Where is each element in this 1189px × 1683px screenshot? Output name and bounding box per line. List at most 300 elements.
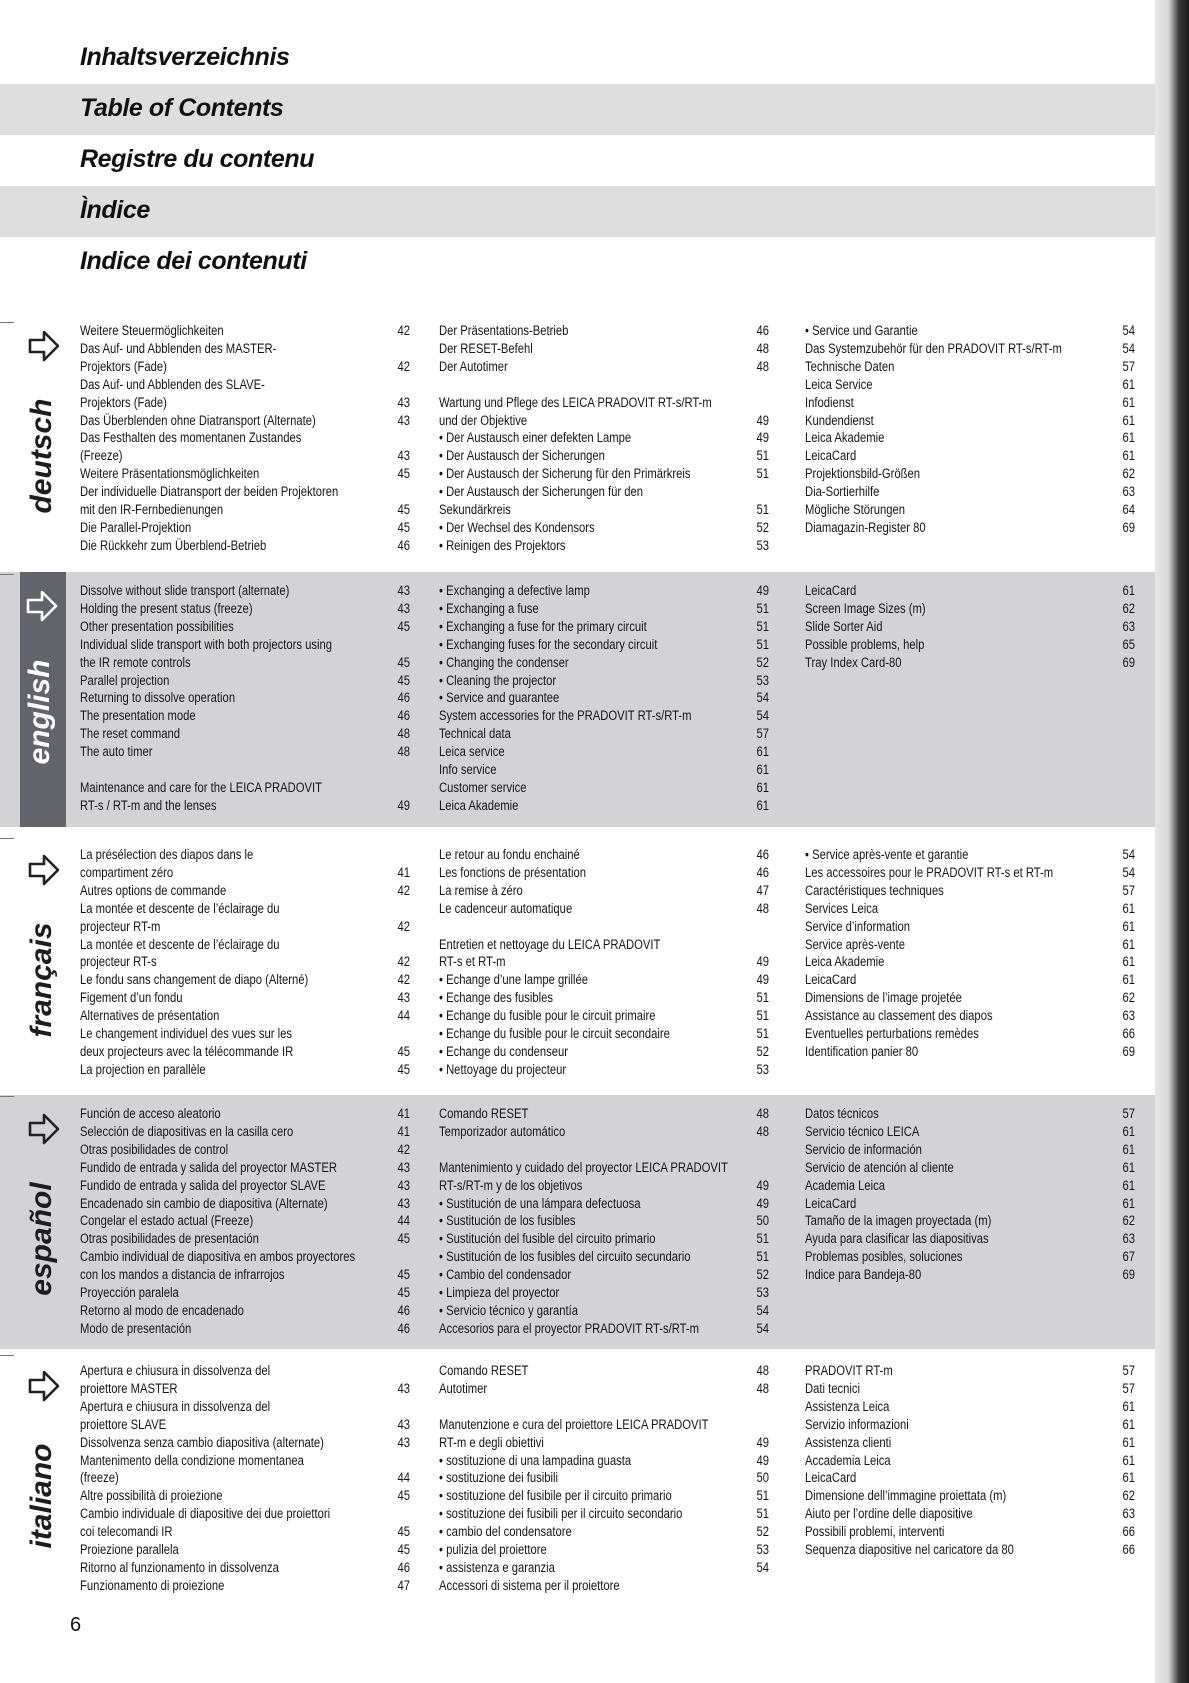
toc-entry — [439, 1452, 769, 1470]
toc-entry-page: 48 — [756, 1363, 769, 1378]
toc-entry-page: 51 — [756, 466, 769, 482]
toc-entry — [80, 1061, 410, 1079]
toc-entry-page: 54 — [1122, 340, 1135, 356]
toc-entry-page: 45 — [397, 1285, 410, 1301]
toc-entry — [439, 1284, 769, 1302]
language-label-italiano: italiano — [25, 1443, 58, 1549]
toc-entry-title: The reset command — [80, 726, 181, 742]
toc-entry-page: 45 — [397, 1267, 410, 1283]
toc-entry-page: 50 — [756, 1470, 769, 1486]
toc-entry — [805, 1159, 1135, 1177]
toc-entry-title: Accademia Leica — [805, 1452, 891, 1468]
toc-entry-title: Infodienst — [805, 394, 854, 410]
toc-entry-page: 51 — [756, 502, 769, 518]
toc-entry-title: Dissolvenza senza cambio diapositiva (alternate) — [80, 1434, 324, 1450]
toc-entry — [805, 1123, 1135, 1141]
toc-entry — [80, 797, 410, 815]
toc-entry-page: 66 — [1122, 1524, 1135, 1540]
toc-entry-title: Proiezione parallela — [80, 1542, 179, 1558]
toc-entry-title: Kundendienst — [805, 412, 874, 428]
toc-entry-title: Cambio individual de diapositiva en ambos proyectores — [80, 1249, 356, 1265]
toc-entry-title: proiettore SLAVE — [80, 1416, 167, 1432]
toc-entry-title: Leica Akademie — [439, 797, 519, 813]
toc-entry-page: 43 — [397, 1434, 410, 1450]
toc-entry — [80, 636, 410, 654]
toc-entry — [439, 864, 769, 882]
toc-entry — [439, 1416, 769, 1434]
toc-entry-page: 53 — [756, 672, 769, 688]
toc-entry — [80, 1141, 410, 1159]
toc-column-1 — [80, 322, 410, 555]
toc-entry-title: • Exchanging a fuse — [439, 600, 539, 616]
toc-entry-page: 46 — [397, 690, 410, 706]
toc-entry-page: 54 — [756, 708, 769, 724]
toc-entry-page: 53 — [756, 1061, 769, 1077]
toc-entry — [80, 1469, 410, 1487]
toc-entry — [439, 429, 769, 447]
section-italiano — [0, 1352, 1155, 1606]
toc-entry — [80, 725, 410, 743]
toc-entry — [805, 412, 1135, 430]
toc-entry-page: 61 — [1122, 1195, 1135, 1211]
toc-entry — [805, 1487, 1135, 1505]
toc-entry — [80, 743, 410, 761]
spacer — [439, 376, 769, 394]
toc-entry — [805, 636, 1135, 654]
toc-entry-title: Figement d’un fondu — [80, 990, 183, 1006]
toc-entry — [80, 989, 410, 1007]
language-tab-francais — [22, 850, 70, 1070]
toc-entry — [439, 779, 769, 797]
toc-entry-title: Leica Akademie — [805, 430, 885, 446]
toc-entry — [80, 1577, 410, 1595]
toc-entry — [439, 989, 769, 1007]
toc-entry — [805, 1469, 1135, 1487]
toc-entry-page: 54 — [756, 1302, 769, 1318]
toc-entry-page: 48 — [756, 900, 769, 916]
toc-entry — [805, 429, 1135, 447]
toc-entry-page: 61 — [756, 797, 769, 813]
toc-entry-page — [381, 1248, 410, 1266]
toc-entry-title: • Servicio técnico y garantía — [439, 1302, 578, 1318]
toc-entry-page: 41 — [397, 864, 410, 880]
toc-entry-page: 54 — [1122, 323, 1135, 338]
toc-entry-page: 51 — [756, 600, 769, 616]
toc-entry-title: PRADOVIT RT-m — [805, 1363, 893, 1378]
toc-entry — [80, 953, 410, 971]
toc-entry-title: The presentation mode — [80, 708, 196, 724]
toc-entry — [80, 1212, 410, 1230]
title-french: Registre du contenu — [80, 145, 315, 173]
toc-entry — [80, 1043, 410, 1061]
toc-entry-page: 42 — [397, 882, 410, 898]
toc-entry-title: • sostituzione dei fusibili per il circuito secondario — [439, 1506, 683, 1522]
toc-entry-title: • cambio del condensatore — [439, 1524, 572, 1540]
toc-entry — [805, 846, 1135, 864]
spacer — [439, 1398, 769, 1416]
toc-entry-title: Fundido de entrada y salida del proyector SLAVE — [80, 1177, 326, 1193]
margin-tick — [0, 838, 14, 839]
title-spanish: Ìndice — [80, 196, 150, 224]
toc-entry-title: • Echange des fusibles — [439, 990, 554, 1006]
toc-entry-page: 49 — [756, 972, 769, 988]
toc-entry — [439, 1159, 769, 1177]
toc-entry — [805, 971, 1135, 989]
toc-entry — [80, 1123, 410, 1141]
toc-entry-title: Assistenza clienti — [805, 1434, 892, 1450]
toc-entry-page — [740, 1416, 769, 1434]
toc-entry-page: 52 — [756, 1267, 769, 1283]
toc-entry — [80, 501, 410, 519]
toc-entry — [805, 358, 1135, 376]
toc-entry-title: Apertura e chiusura in dissolvenza del — [80, 1363, 271, 1378]
language-label-english: english — [23, 659, 56, 765]
section-english — [0, 572, 1155, 827]
toc-entry-title: LeicaCard — [805, 972, 857, 988]
toc-entry-title: Customer service — [439, 779, 527, 795]
language-tab-deutsch — [22, 326, 70, 546]
toc-entry — [80, 1434, 410, 1452]
toc-entry-title: Service après-vente — [805, 936, 906, 952]
toc-entry-title: Accesorios para el proyector PRADOVIT RT-s/RT-m — [439, 1320, 700, 1336]
toc-entry — [439, 1105, 769, 1123]
toc-entry-title: Otras posibilidades de control — [80, 1141, 229, 1157]
toc-entry — [439, 618, 769, 636]
toc-entry-title: • Echange d’une lampe grillée — [439, 972, 589, 988]
toc-entry-page: 45 — [397, 1488, 410, 1504]
toc-entry — [805, 900, 1135, 918]
toc-entry — [439, 1541, 769, 1559]
toc-entry-page: 48 — [756, 1106, 769, 1121]
toc-entry — [805, 1043, 1135, 1061]
toc-entry-page — [381, 376, 410, 394]
toc-entry-page: 61 — [1122, 918, 1135, 934]
toc-entry — [805, 376, 1135, 394]
toc-entry-page: 44 — [397, 1470, 410, 1486]
toc-entry-page — [381, 1025, 410, 1043]
toc-entry-title: Retorno al modo de encadenado — [80, 1302, 244, 1318]
toc-entry-page: 51 — [756, 448, 769, 464]
toc-entry-title: (Freeze) — [80, 448, 123, 464]
title-band-italian — [0, 237, 1155, 288]
toc-entry — [805, 394, 1135, 412]
toc-entry-title: Le fondu sans changement de diapo (Alterné) — [80, 972, 309, 988]
arrow-right-icon — [24, 850, 64, 890]
toc-entry-title: Identification panier 80 — [805, 1043, 919, 1059]
toc-entry-page: 48 — [756, 358, 769, 374]
toc-entry — [80, 537, 410, 555]
toc-entry — [80, 1248, 410, 1266]
toc-entry-page: 61 — [1122, 1416, 1135, 1432]
toc-entry-page: 51 — [756, 1488, 769, 1504]
toc-entry — [439, 1123, 769, 1141]
toc-entry-title: Weitere Steuermöglichkeiten — [80, 323, 224, 338]
toc-column-2 — [439, 582, 769, 815]
toc-entry-title: Comando RESET — [439, 1363, 529, 1378]
toc-entry-page: 45 — [397, 1524, 410, 1540]
toc-entry-title: Servicio de información — [805, 1141, 922, 1157]
toc-entry-page: 57 — [1122, 1363, 1135, 1378]
toc-entry — [80, 707, 410, 725]
toc-column-3 — [805, 1105, 1135, 1284]
toc-entry — [805, 864, 1135, 882]
toc-entry — [439, 743, 769, 761]
toc-entry-page: 50 — [756, 1213, 769, 1229]
toc-entry — [439, 1320, 769, 1338]
toc-entry-page: 57 — [1122, 882, 1135, 898]
toc-entry — [80, 1007, 410, 1025]
toc-entry — [805, 1398, 1135, 1416]
toc-entry-title: Mögliche Störungen — [805, 502, 906, 518]
toc-entry-page: 61 — [1122, 1434, 1135, 1450]
toc-entry — [439, 1559, 769, 1577]
toc-entry-page — [740, 936, 769, 954]
toc-entry — [439, 900, 769, 918]
toc-entry — [80, 394, 410, 412]
toc-entry — [439, 725, 769, 743]
toc-entry-page: 47 — [756, 882, 769, 898]
arrow-right-icon — [22, 586, 62, 626]
toc-entry — [805, 936, 1135, 954]
toc-entry — [439, 1061, 769, 1079]
toc-entry-title: mit den IR-Fernbedienungen — [80, 502, 224, 518]
toc-entry-title: RT-s et RT-m — [439, 954, 506, 970]
toc-entry — [805, 1266, 1135, 1284]
toc-entry-page: 65 — [1122, 636, 1135, 652]
toc-entry — [439, 322, 769, 340]
toc-entry-title: • Changing the condenser — [439, 654, 569, 670]
toc-entry — [80, 918, 410, 936]
toc-entry-page: 43 — [397, 990, 410, 1006]
toc-entry-page: 64 — [1122, 502, 1135, 518]
toc-entry-page — [381, 483, 410, 501]
toc-entry-title: Modo de presentación — [80, 1320, 192, 1336]
toc-column-2 — [439, 1105, 769, 1338]
toc-entry-title: Encadenado sin cambio de diapositiva (Alternate) — [80, 1195, 328, 1211]
toc-entry-title: Funzionamento di proiezione — [80, 1577, 225, 1593]
toc-entry — [80, 1230, 410, 1248]
toc-entry — [80, 483, 410, 501]
toc-entry — [805, 1025, 1135, 1043]
toc-entry-page: 46 — [397, 708, 410, 724]
toc-entry-title: Le cadenceur automatique — [439, 900, 573, 916]
toc-entry — [439, 672, 769, 690]
toc-entry — [80, 971, 410, 989]
toc-entry-page: 43 — [397, 1159, 410, 1175]
toc-entry-title: Wartung und Pflege des LEICA PRADOVIT RT-s/RT-m — [439, 394, 712, 410]
toc-entry-page: 52 — [756, 654, 769, 670]
section-espanol — [0, 1095, 1155, 1349]
toc-entry-page: 62 — [1122, 1213, 1135, 1229]
toc-entry — [439, 1007, 769, 1025]
toc-entry-title: Projektionsbild-Größen — [805, 466, 921, 482]
toc-entry-page: 49 — [756, 430, 769, 446]
toc-entry-title: LeicaCard — [805, 1470, 857, 1486]
toc-entry-title: Problemas posibles, soluciones — [805, 1249, 963, 1265]
toc-entry-page: 67 — [1122, 1249, 1135, 1265]
toc-column-1 — [80, 846, 410, 1079]
toc-entry — [80, 465, 410, 483]
toc-entry — [805, 1007, 1135, 1025]
toc-entry-title: Autotimer — [439, 1380, 488, 1396]
title-italian: Indice dei contenuti — [80, 247, 307, 275]
toc-entry-title: • Echange du fusible pour le circuit secondaire — [439, 1026, 670, 1042]
toc-entry-page — [381, 936, 410, 954]
language-tab-italiano — [22, 1366, 70, 1586]
toc-entry — [80, 864, 410, 882]
toc-entry — [805, 1523, 1135, 1541]
toc-column-1 — [80, 582, 410, 815]
toc-entry-title: LeicaCard — [805, 1195, 857, 1211]
toc-entry-title: LeicaCard — [805, 448, 857, 464]
toc-entry-title: Altre possibilità di proiezione — [80, 1488, 223, 1504]
toc-entry — [439, 882, 769, 900]
toc-entry-title: Academia Leica — [805, 1177, 886, 1193]
toc-entry-title: Eventuelles perturbations remèdes — [805, 1026, 979, 1042]
toc-entry-page: 47 — [397, 1577, 410, 1593]
toc-entry-title: Dimensione dell’immagine proiettata (m) — [805, 1488, 1007, 1504]
toc-entry-title: • Echange du fusible pour le circuit primaire — [439, 1008, 656, 1024]
toc-entry-title: und der Objektive — [439, 412, 528, 428]
toc-entry-title: Projektors (Fade) — [80, 394, 167, 410]
toc-entry-page: 42 — [397, 323, 410, 338]
toc-entry-title: Das Systemzubehör für den PRADOVIT RT-s/RT-m — [805, 340, 1062, 356]
toc-entry-page: 49 — [756, 954, 769, 970]
toc-entry — [805, 322, 1135, 340]
title-band-german — [0, 33, 1155, 84]
toc-entry — [80, 600, 410, 618]
toc-entry-title: Die Parallel-Projektion — [80, 519, 192, 535]
toc-entry-title: Cambio individuale di diapositive dei due proiettori — [80, 1506, 331, 1522]
toc-entry — [805, 1452, 1135, 1470]
toc-entry — [80, 1523, 410, 1541]
toc-entry-title: • Der Austausch der Sicherung für den Primärkreis — [439, 466, 691, 482]
toc-entry-page: 57 — [1122, 1380, 1135, 1396]
toc-entry-title: • Der Wechsel des Kondensors — [439, 519, 595, 535]
toc-entry-page: 45 — [397, 1542, 410, 1558]
toc-entry — [805, 1541, 1135, 1559]
toc-entry-page: 62 — [1122, 1488, 1135, 1504]
toc-entry — [439, 465, 769, 483]
toc-entry — [80, 618, 410, 636]
toc-entry-title: Die Rückkehr zum Überblend-Betrieb — [80, 537, 267, 553]
toc-entry-title: Der individuelle Diatransport der beiden Projektoren — [80, 484, 339, 500]
toc-entry — [439, 936, 769, 954]
toc-entry-page: 69 — [1122, 1043, 1135, 1059]
toc-entry-page: 43 — [397, 1380, 410, 1396]
toc-entry — [80, 1266, 410, 1284]
toc-column-1 — [80, 1105, 410, 1338]
toc-entry-title: RT-s/RT-m y de los objetivos — [439, 1177, 583, 1193]
toc-entry — [439, 654, 769, 672]
title-band-spanish — [0, 186, 1155, 237]
toc-entry-page: 48 — [397, 726, 410, 742]
toc-entry-title: Alternatives de présentation — [80, 1008, 220, 1024]
toc-entry-page: 48 — [397, 744, 410, 760]
toc-entry-page: 42 — [397, 358, 410, 374]
toc-entry-title: Services Leica — [805, 900, 879, 916]
title-english: Table of Contents — [80, 94, 284, 122]
toc-entry-page: 45 — [397, 1231, 410, 1247]
language-tab-espanol — [22, 1109, 70, 1329]
toc-entry — [439, 447, 769, 465]
toc-entry — [439, 1487, 769, 1505]
toc-entry-page: 62 — [1122, 990, 1135, 1006]
toc-entry-page — [381, 846, 410, 864]
toc-entry-title: The auto timer — [80, 744, 153, 760]
toc-entry-page: 43 — [397, 600, 410, 616]
toc-entry-title: Maintenance and care for the LEICA PRADOVIT — [80, 779, 322, 795]
toc-entry — [80, 1362, 410, 1380]
toc-entry-page: 43 — [397, 1177, 410, 1193]
toc-entry-title: Other presentation possibilities — [80, 618, 234, 634]
toc-entry-title: the IR remote controls — [80, 654, 191, 670]
toc-entry-page: 61 — [1122, 1177, 1135, 1193]
toc-entry-title: Possibili problemi, interventi — [805, 1524, 945, 1540]
toc-entry — [80, 1380, 410, 1398]
toc-column-3 — [805, 1362, 1135, 1559]
toc-entry-page: 46 — [397, 537, 410, 553]
title-band-french — [0, 135, 1155, 186]
toc-entry-title: Screen Image Sizes (m) — [805, 600, 926, 616]
toc-entry — [439, 1380, 769, 1398]
toc-entry-title: Servicio técnico LEICA — [805, 1123, 920, 1139]
toc-entry-page: 41 — [397, 1123, 410, 1139]
toc-entry-page: 45 — [397, 618, 410, 634]
toc-entry-page: 57 — [756, 726, 769, 742]
toc-entry-page: 52 — [756, 1524, 769, 1540]
toc-entry — [805, 1230, 1135, 1248]
toc-entry — [439, 1434, 769, 1452]
toc-entry — [805, 447, 1135, 465]
toc-entry — [80, 654, 410, 672]
toc-entry-page: 61 — [1122, 430, 1135, 446]
toc-entry — [80, 1302, 410, 1320]
arrow-right-icon — [24, 326, 64, 366]
title-german: Inhaltsverzeichnis — [80, 43, 290, 71]
toc-entry-page: 46 — [756, 323, 769, 338]
toc-entry-title: • Exchanging a fuse for the primary circuit — [439, 618, 647, 634]
toc-entry-page — [740, 394, 769, 412]
toc-entry-title: La présélection des diapos dans le — [80, 847, 254, 862]
toc-entry-title: • Der Austausch einer defekten Lampe — [439, 430, 632, 446]
toc-entry-title: Dissolve without slide transport (alternate) — [80, 583, 290, 598]
toc-entry — [805, 600, 1135, 618]
toc-entry-page: 69 — [1122, 654, 1135, 670]
toc-entry-page: 54 — [1122, 864, 1135, 880]
toc-entry — [439, 519, 769, 537]
arrow-right-icon — [24, 1366, 64, 1406]
toc-entry — [805, 953, 1135, 971]
toc-entry-page — [381, 1505, 410, 1523]
toc-entry-page: 46 — [756, 847, 769, 862]
toc-entry-page: 49 — [397, 797, 410, 813]
toc-entry-title: • Echange du condenseur — [439, 1043, 569, 1059]
toc-entry — [805, 1248, 1135, 1266]
spacer — [80, 761, 410, 779]
toc-entry-title: • Sustitución de los fusibles — [439, 1213, 576, 1229]
toc-entry — [80, 1105, 410, 1123]
toc-entry-page: 61 — [1122, 448, 1135, 464]
toc-entry-page: 61 — [1122, 1141, 1135, 1157]
toc-entry — [439, 1177, 769, 1195]
toc-entry-title: Der Autotimer — [439, 358, 508, 374]
toc-entry-title: Das Überblenden ohne Diatransport (Alternate) — [80, 412, 316, 428]
toc-entry-page: 61 — [1122, 1159, 1135, 1175]
toc-entry — [439, 1195, 769, 1213]
toc-entry — [80, 447, 410, 465]
toc-entry — [439, 1266, 769, 1284]
